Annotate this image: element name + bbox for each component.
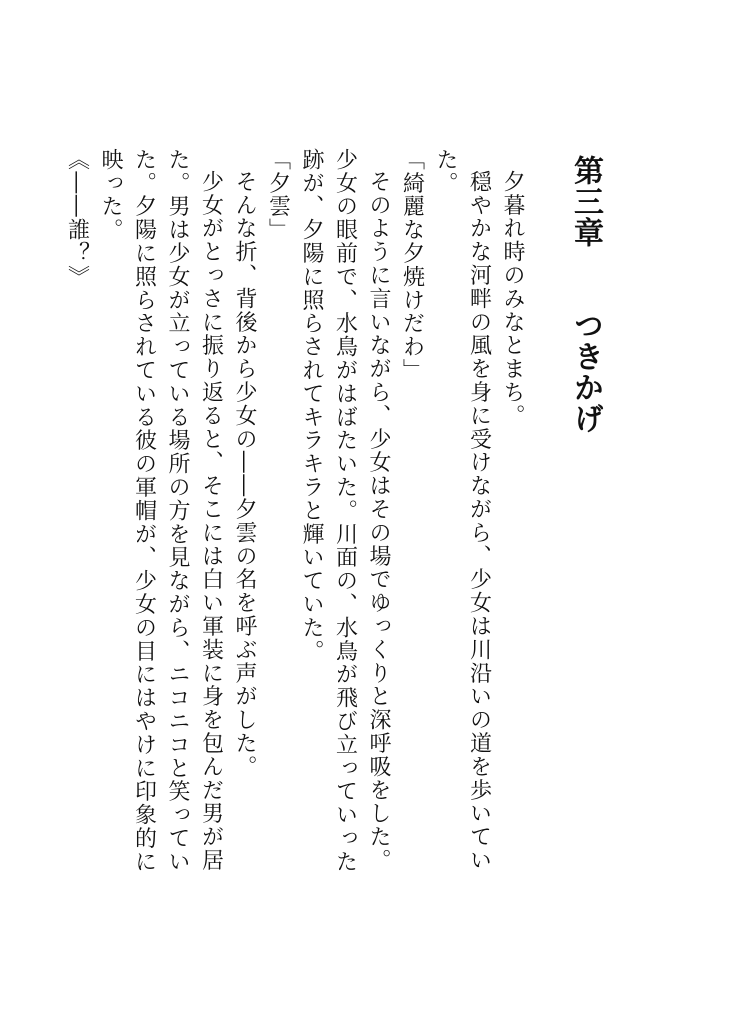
chapter-title: 第三章 つきかげ: [568, 155, 603, 434]
paragraph-3: 「綺麗な夕焼けだわ」: [399, 148, 425, 382]
paragraph-7: 少女がとっさに振り返ると、そこには白い軍装に身を包んだ男が居た。男は少女が立っている場所の方を見ながら、ニコニコと笑っていた。夕陽に照らされている彼の軍帽が、少女の目にはやけに印象的に映った。: [98, 148, 224, 874]
paragraph-8: 《――誰？》: [64, 148, 90, 289]
paragraph-1: 夕暮れ時のみなとまち。: [500, 170, 525, 428]
body-text: [60, 148, 529, 888]
paragraph-2: 穏やかな河畔の風を身に受けながら、少女は川沿いの道を歩いていた。: [433, 148, 492, 872]
paragraph-5: 「夕雲」: [265, 148, 291, 242]
paragraph-6: そんな折、背後から少女の――夕雲の名を呼ぶ声がした。: [232, 170, 257, 779]
paragraph-4: そのように言いながら、少女はその場でゆっくりと深呼吸をした。少女の眼前で、水鳥がはばたいた。川面の、水鳥が飛び立っていった跡が、夕陽に照らされてキラキラと輝いていた。: [299, 148, 391, 874]
